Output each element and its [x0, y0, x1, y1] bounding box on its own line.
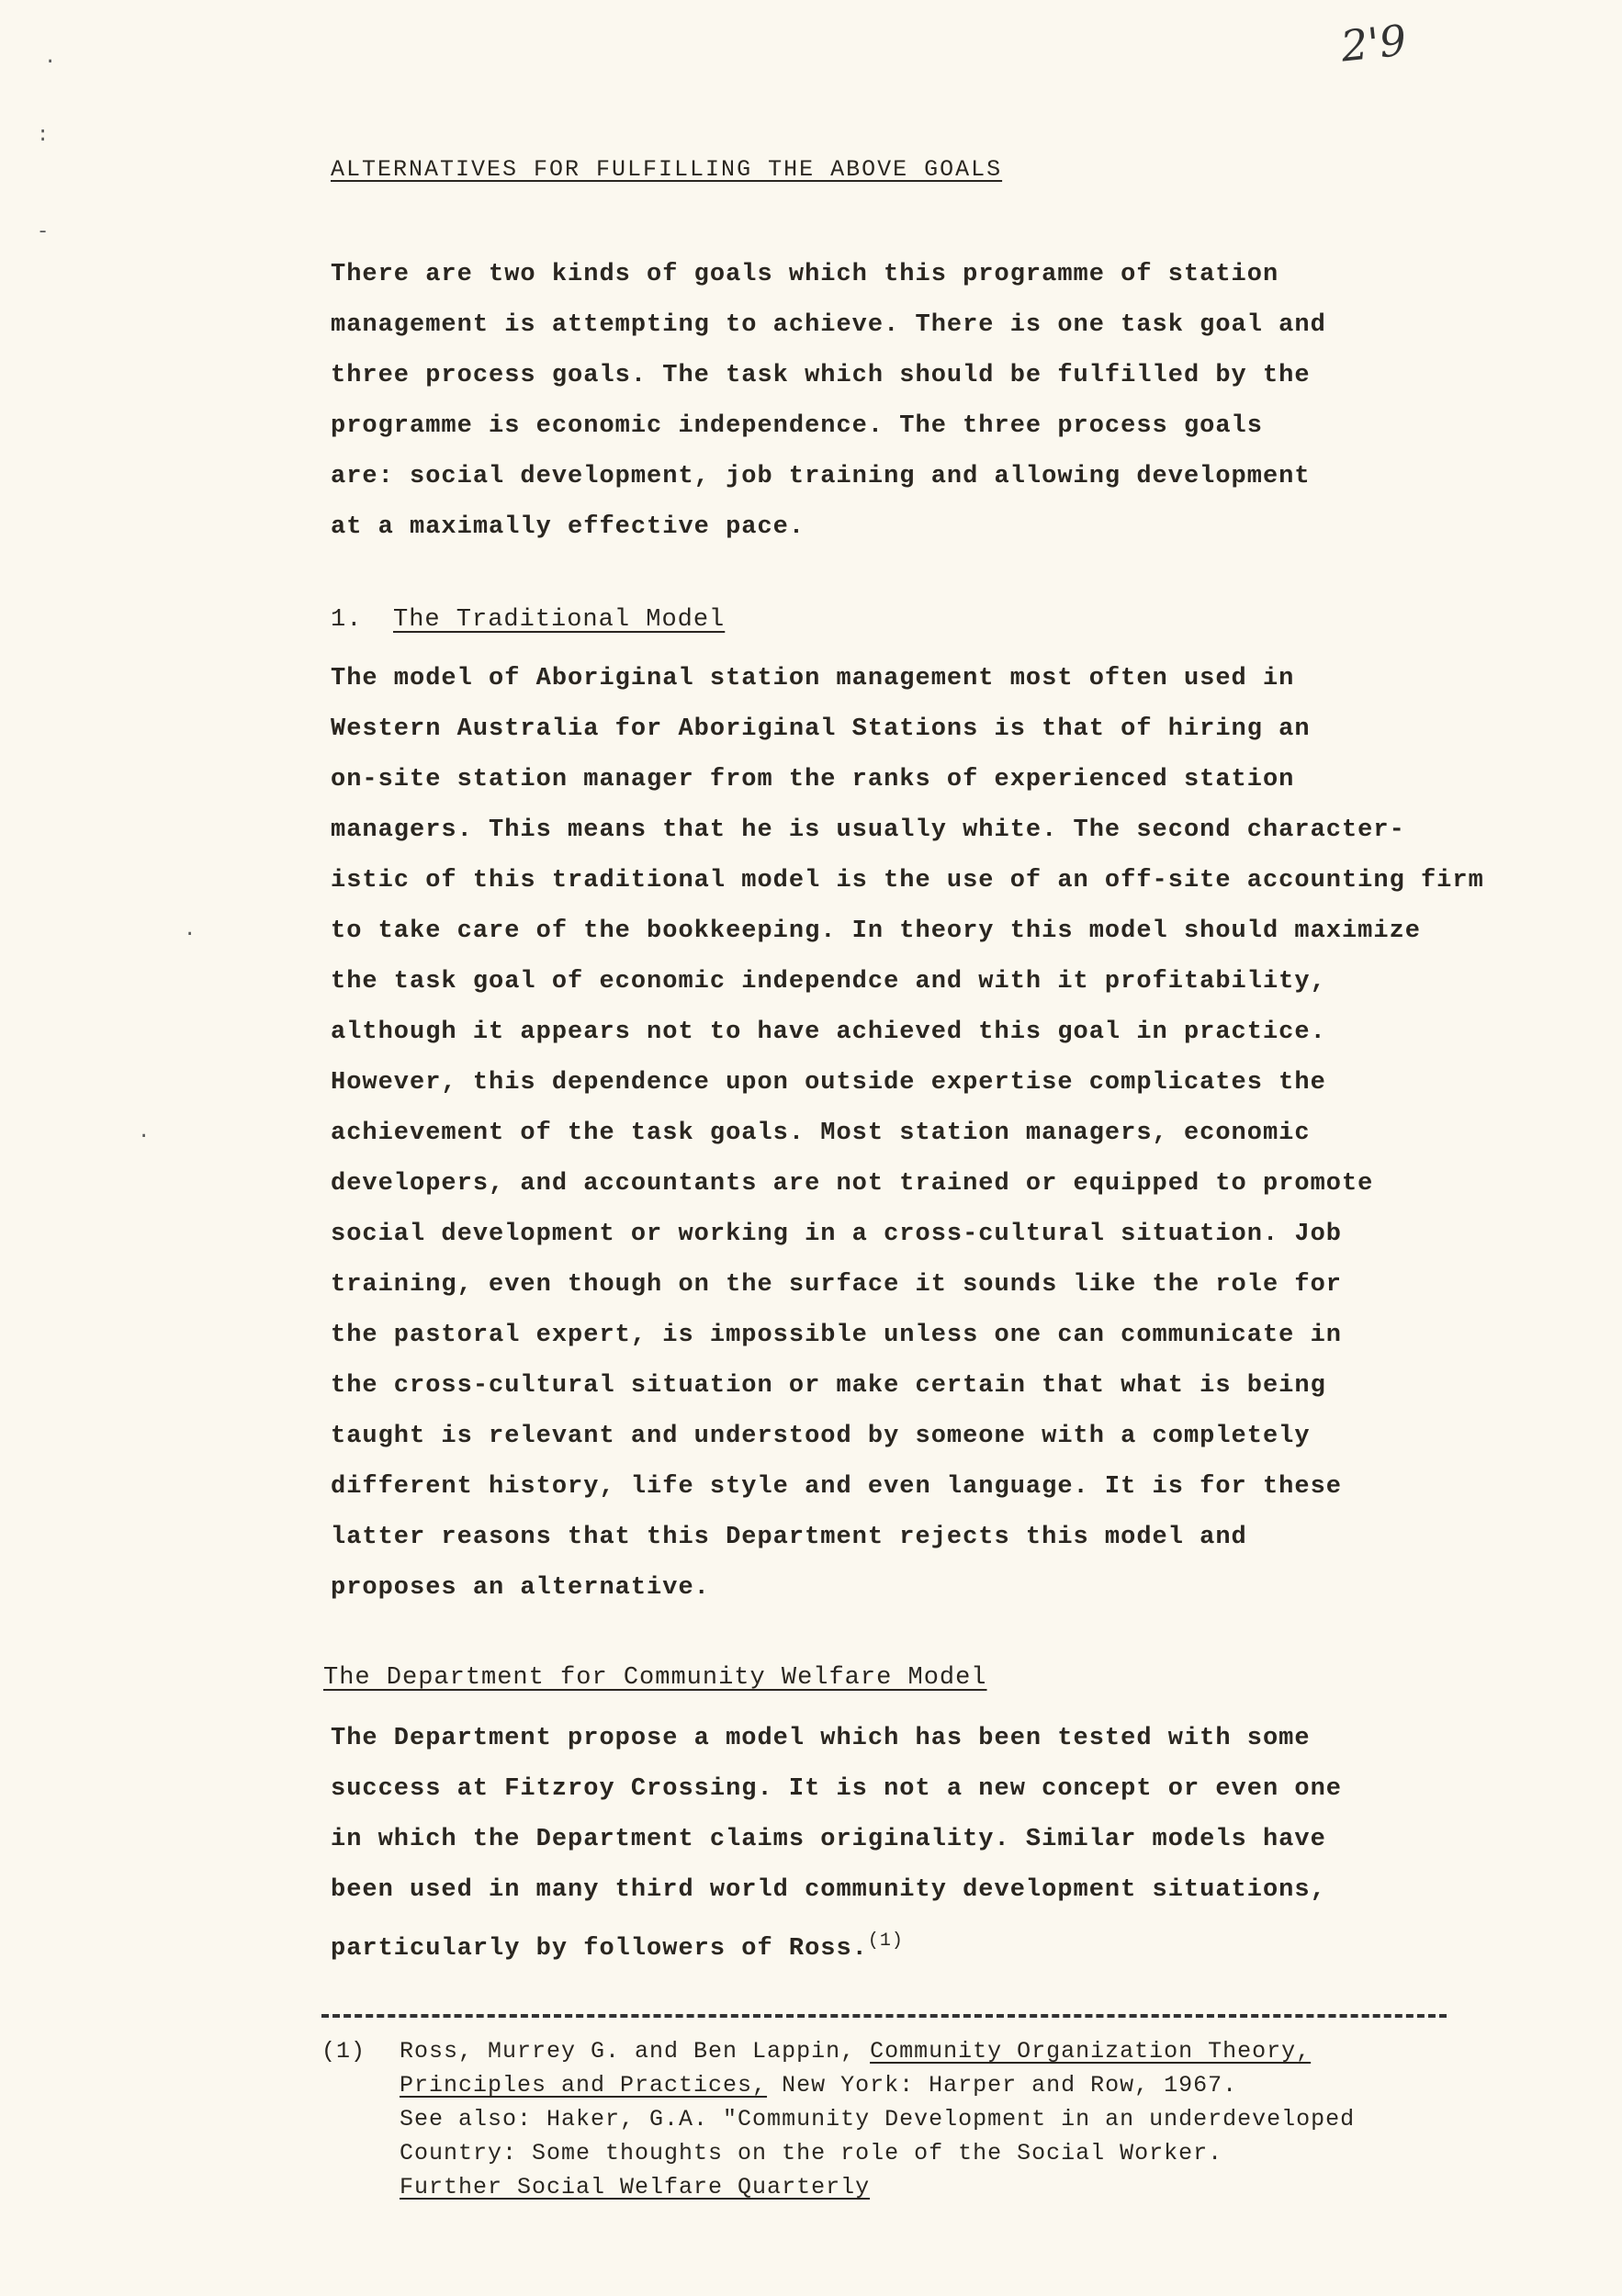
section-2-title: The Department for Community Welfare Model	[323, 1664, 987, 1692]
text-line: three process goals. The task which should be fulfilled by the	[331, 362, 1311, 389]
footnote-line	[400, 2068, 1355, 2102]
text-line: at a maximally effective pace.	[331, 513, 805, 541]
text-line: to take care of the bookkeeping. In theory this model should maximize	[331, 917, 1421, 945]
margin-mark: .	[184, 918, 197, 941]
text-line: are: social development, job training and allowing development	[331, 463, 1311, 490]
text-line: the cross-cultural situation or make certain that what is being	[331, 1372, 1326, 1400]
text-line: proposes an alternative.	[331, 1574, 710, 1602]
text-line: in which the Department claims originality. Similar models have	[331, 1826, 1326, 1853]
section-1-title: The Traditional Model	[393, 606, 726, 634]
text-line: There are two kinds of goals which this programme of station	[331, 261, 1279, 288]
text-line: taught is relevant and understood by someone with a completely	[331, 1423, 1311, 1450]
text-line: management is attempting to achieve. There is one task goal and	[331, 311, 1326, 339]
margin-mark: .	[44, 46, 57, 69]
text-line: The Department propose a model which has been tested with some	[331, 1725, 1311, 1752]
text-line: istic of this traditional model is the use of an off-site accounting firm	[331, 867, 1484, 895]
text-line: been used in many third world community development situations,	[331, 1876, 1326, 1904]
footnote-line: See also: Haker, G.A. "Community Development in an underdeveloped	[400, 2106, 1356, 2133]
footnote-reference: (1)	[867, 1930, 904, 1952]
text-line: The model of Aboriginal station management most often used in	[331, 665, 1295, 692]
footnote-book-title: Community Organization Theory,	[870, 2038, 1312, 2065]
page-number: 2'9	[1338, 15, 1409, 72]
text-line: Western Australia for Aboriginal Stations is that of hiring an	[331, 715, 1311, 743]
text-line	[331, 1916, 1534, 1975]
text-line: achievement of the task goals. Most station managers, economic	[331, 1120, 1311, 1147]
text-line: although it appears not to have achieved this goal in practice.	[331, 1019, 1326, 1046]
margin-mark: :	[37, 124, 50, 147]
text-line: developers, and accountants are not trained or equipped to promote	[331, 1170, 1374, 1198]
text-line: However, this dependence upon outside expertise complicates the	[331, 1069, 1326, 1097]
text-line: different history, life style and even language. It is for these	[331, 1473, 1342, 1501]
text-line: on-site station manager from the ranks of experienced station	[331, 766, 1295, 793]
text-line: success at Fitzroy Crossing. It is not a new concept or even one	[331, 1775, 1342, 1803]
text-line: the task goal of economic independce and with it profitability,	[331, 968, 1326, 996]
intro-paragraph	[331, 250, 1534, 553]
margin-mark: .	[138, 1120, 151, 1143]
footnote-line	[400, 2034, 1355, 2068]
footnote-text: Ross, Murrey G. and Ben Lappin,	[400, 2038, 871, 2065]
footnote-divider	[321, 2014, 1447, 2018]
page-heading: ALTERNATIVES FOR FULFILLING THE ABOVE GOALS	[331, 156, 1003, 183]
footnote-text: New York: Harper and Row, 1967.	[767, 2072, 1238, 2099]
text-line: the pastoral expert, is impossible unless one can communicate in	[331, 1322, 1342, 1349]
text-line: programme is economic independence. The three process goals	[331, 412, 1263, 440]
text-line: latter reasons that this Department rejects this model and	[331, 1524, 1247, 1551]
text-line: managers. This means that he is usually white. The second character-	[331, 816, 1405, 844]
section-1-paragraph	[331, 654, 1534, 1614]
footnote-body	[400, 2034, 1355, 2204]
section-1-number: 1.	[331, 606, 363, 634]
text-line: social development or working in a cross-cultural situation. Job	[331, 1221, 1342, 1248]
section-2-paragraph	[331, 1714, 1534, 1975]
footnote-line: Country: Some thoughts on the role of the Social Worker.	[400, 2140, 1223, 2167]
footnote-book-title: Principles and Practices,	[400, 2072, 768, 2099]
text-line: training, even though on the surface it sounds like the role for	[331, 1271, 1342, 1299]
footnote-marker: (1)	[321, 2038, 366, 2065]
text-line-content: particularly by followers of Ross.	[331, 1935, 868, 1963]
footnote-line: Further Social Welfare Quarterly	[400, 2174, 871, 2200]
margin-mark: -	[37, 220, 50, 243]
